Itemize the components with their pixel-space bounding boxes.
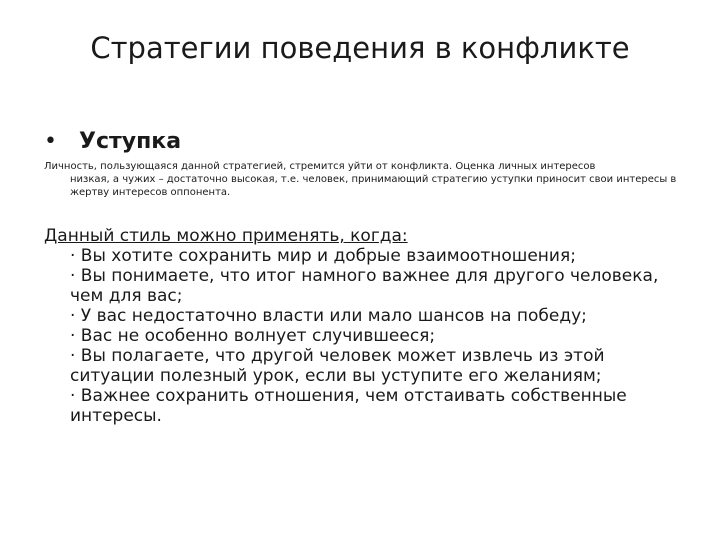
usage-section [44, 226, 684, 426]
usage-item: · Вы понимаете, что итог намного важнее для другого человека, чем для вас; [70, 266, 659, 306]
bullet-icon: • [44, 129, 57, 154]
slide-title: Стратегии поведения в конфликте [90, 31, 630, 65]
strategy-description [44, 160, 684, 199]
usage-item: · Важнее сохранить отношения, чем отстаивать собственные интересы. [70, 386, 627, 426]
usage-title: Данный стиль можно применять, когда: [44, 226, 408, 246]
section-heading: Уступка [78, 129, 182, 154]
usage-item: · Вы полагаете, что другой человек может извлечь из этой ситуации полезный урок, если вы уступите его желаниям; [70, 346, 605, 386]
usage-item: · У вас недостаточно власти или мало шансов на победу; [70, 306, 587, 326]
description-continuation: низкая, а чужих – достаточно высокая, т.е. человек, принимающий стратегию уступки приносит свои интересы в жертву интересов оппонента. [70, 174, 677, 198]
heading-row [44, 128, 181, 156]
usage-list [44, 246, 684, 426]
usage-item: · Вы хотите сохранить мир и добрые взаимоотношения; [70, 246, 576, 266]
usage-item: · Вас не особенно волнует случившееся; [70, 326, 436, 346]
description-first-line: Личность, пользующаяся данной стратегией, стремится уйти от конфликта. Оценка личных интересов [44, 161, 596, 172]
